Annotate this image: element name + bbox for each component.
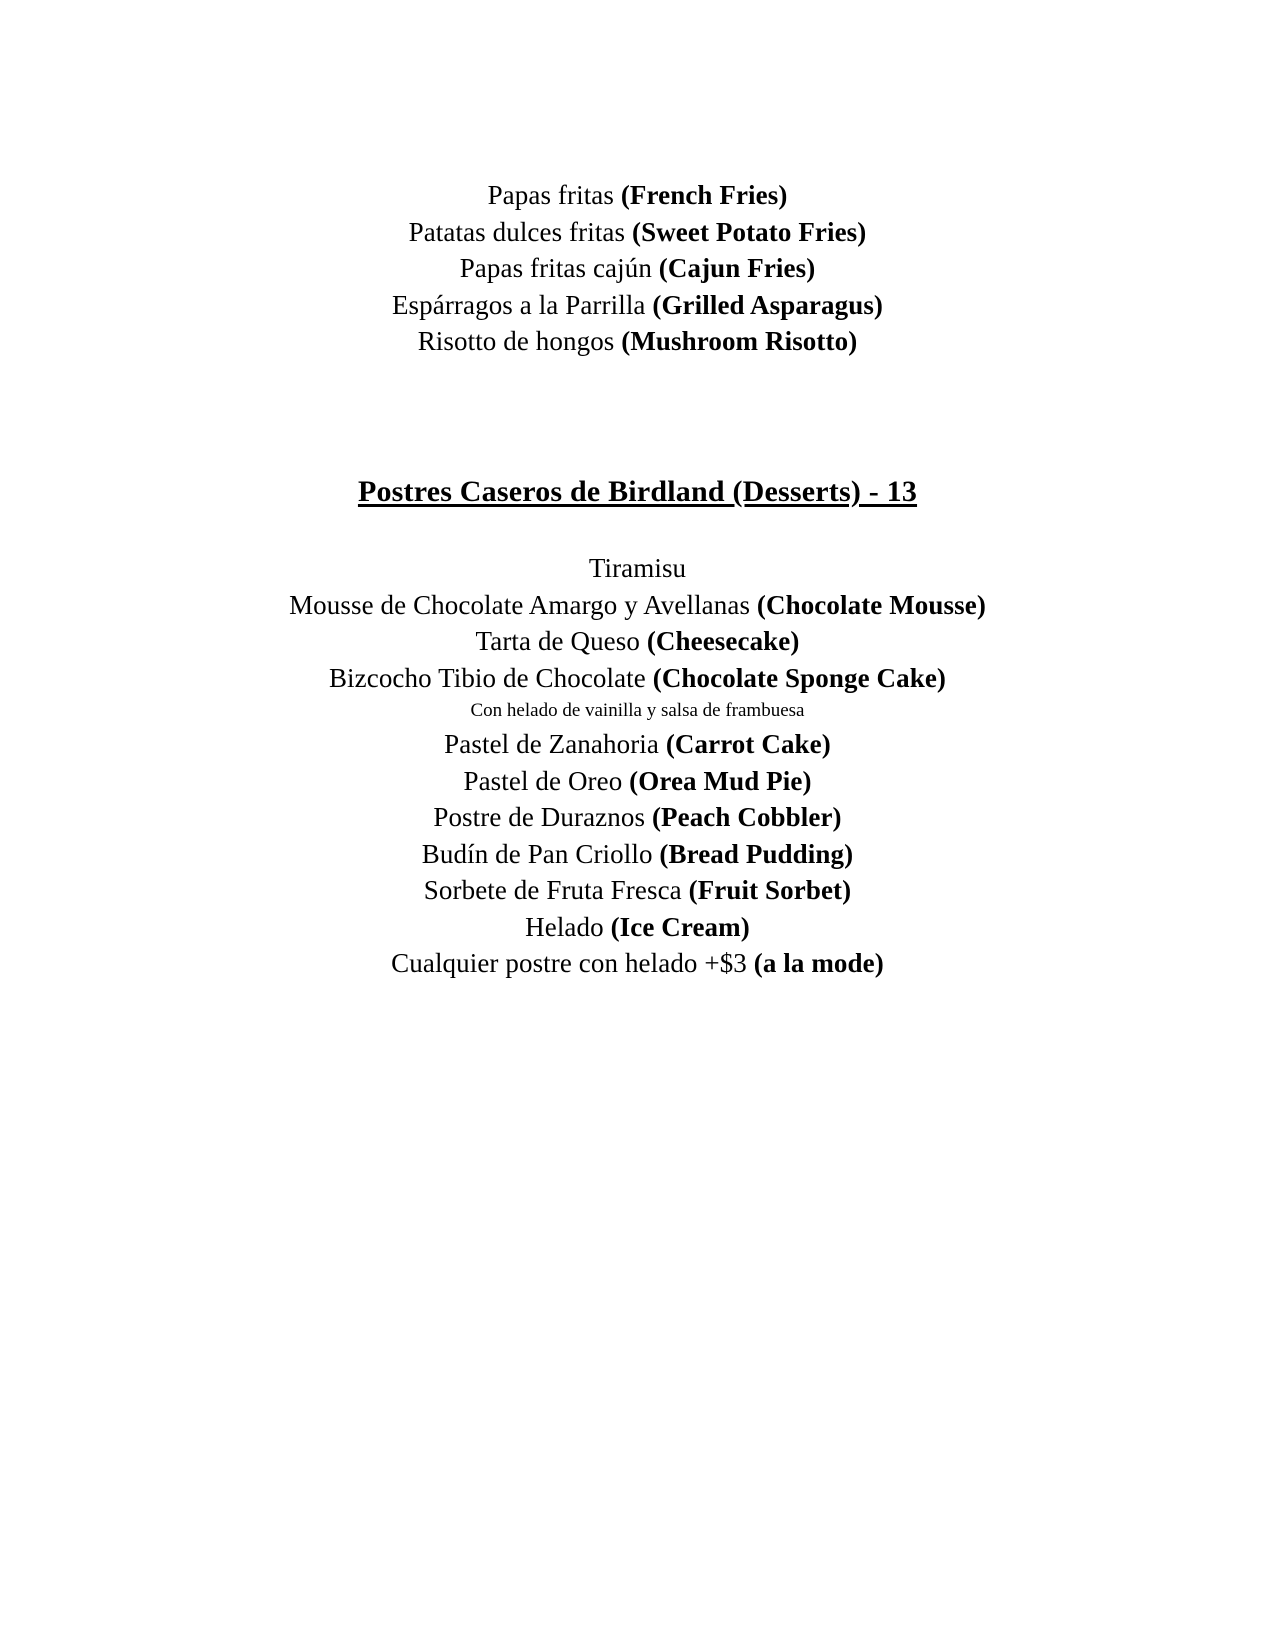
menu-item-spanish: Budín de Pan Criollo — [421, 838, 660, 869]
menu-item-english: (Grilled Asparagus) — [652, 289, 884, 320]
menu-item — [0, 660, 1275, 697]
menu-item-english: (Chocolate Sponge Cake) — [652, 662, 947, 693]
menu-item — [0, 945, 1275, 982]
menu-item-english: (French Fries) — [620, 180, 788, 210]
menu-item — [0, 909, 1275, 946]
menu-item-english: (Chocolate Mousse) — [756, 589, 986, 620]
desserts-header-wrap — [0, 473, 1275, 511]
menu-item-english: (Sweet Potato Fries) — [631, 216, 867, 247]
desserts-section-header: Postres Caseros de Birdland (Desserts) - 13 — [357, 475, 918, 508]
menu-item — [0, 177, 1275, 214]
menu-item-english: (Bread Pudding) — [659, 838, 854, 869]
menu-item — [0, 799, 1275, 836]
menu-item-spanish: Helado — [525, 911, 611, 942]
menu-item-english: (Ice Cream) — [610, 911, 750, 942]
menu-item-spanish: Pastel de Zanahoria — [444, 729, 666, 759]
menu-item — [0, 214, 1275, 251]
menu-item-spanish: Risotto de hongos — [417, 326, 622, 356]
menu-item-spanish: Postre de Duraznos — [433, 802, 652, 832]
menu-item-description: Con helado de vainilla y salsa de frambuesa — [470, 700, 805, 721]
menu-item — [0, 323, 1275, 360]
menu-item-spanish: Mousse de Chocolate Amargo y Avellanas — [289, 589, 757, 620]
menu-item-english: (Peach Cobbler) — [651, 802, 842, 832]
menu-item — [0, 763, 1275, 800]
menu-item-spanish: Pastel de Oreo — [463, 765, 630, 796]
menu-item-english: (Carrot Cake) — [665, 729, 831, 759]
menu-item-spanish: Papas fritas — [487, 180, 621, 210]
menu-item-english: (Orea Mud Pie) — [629, 765, 812, 796]
menu-item-spanish: Cualquier postre con helado +$3 — [391, 948, 754, 978]
menu-item — [0, 872, 1275, 909]
menu-item-english: (Fruit Sorbet) — [688, 875, 852, 905]
menu-item-spanish: Tiramisu — [588, 553, 687, 583]
menu-item-english: (Mushroom Risotto) — [621, 326, 858, 356]
sides-section — [0, 177, 1275, 360]
desserts-section — [0, 550, 1275, 982]
menu-item — [0, 287, 1275, 324]
menu-item-spanish: Papas fritas cajún — [459, 253, 659, 283]
menu-item-spanish: Espárragos a la Parrilla — [391, 289, 653, 320]
menu-item-spanish: Patatas dulces fritas — [408, 216, 632, 247]
menu-item — [0, 726, 1275, 763]
menu-item — [0, 623, 1275, 660]
menu-item — [0, 550, 1275, 587]
menu-item-spanish: Bizcocho Tibio de Chocolate — [328, 662, 653, 693]
menu-item — [0, 250, 1275, 287]
menu-item-spanish: Sorbete de Fruta Fresca — [423, 875, 689, 905]
menu-item — [0, 587, 1275, 624]
menu-item-english: (a la mode) — [753, 948, 884, 978]
menu-item-english: (Cheesecake) — [646, 626, 800, 656]
menu-item-english: (Cajun Fries) — [658, 253, 816, 283]
menu-item — [0, 836, 1275, 873]
menu-item-spanish: Tarta de Queso — [475, 626, 647, 656]
